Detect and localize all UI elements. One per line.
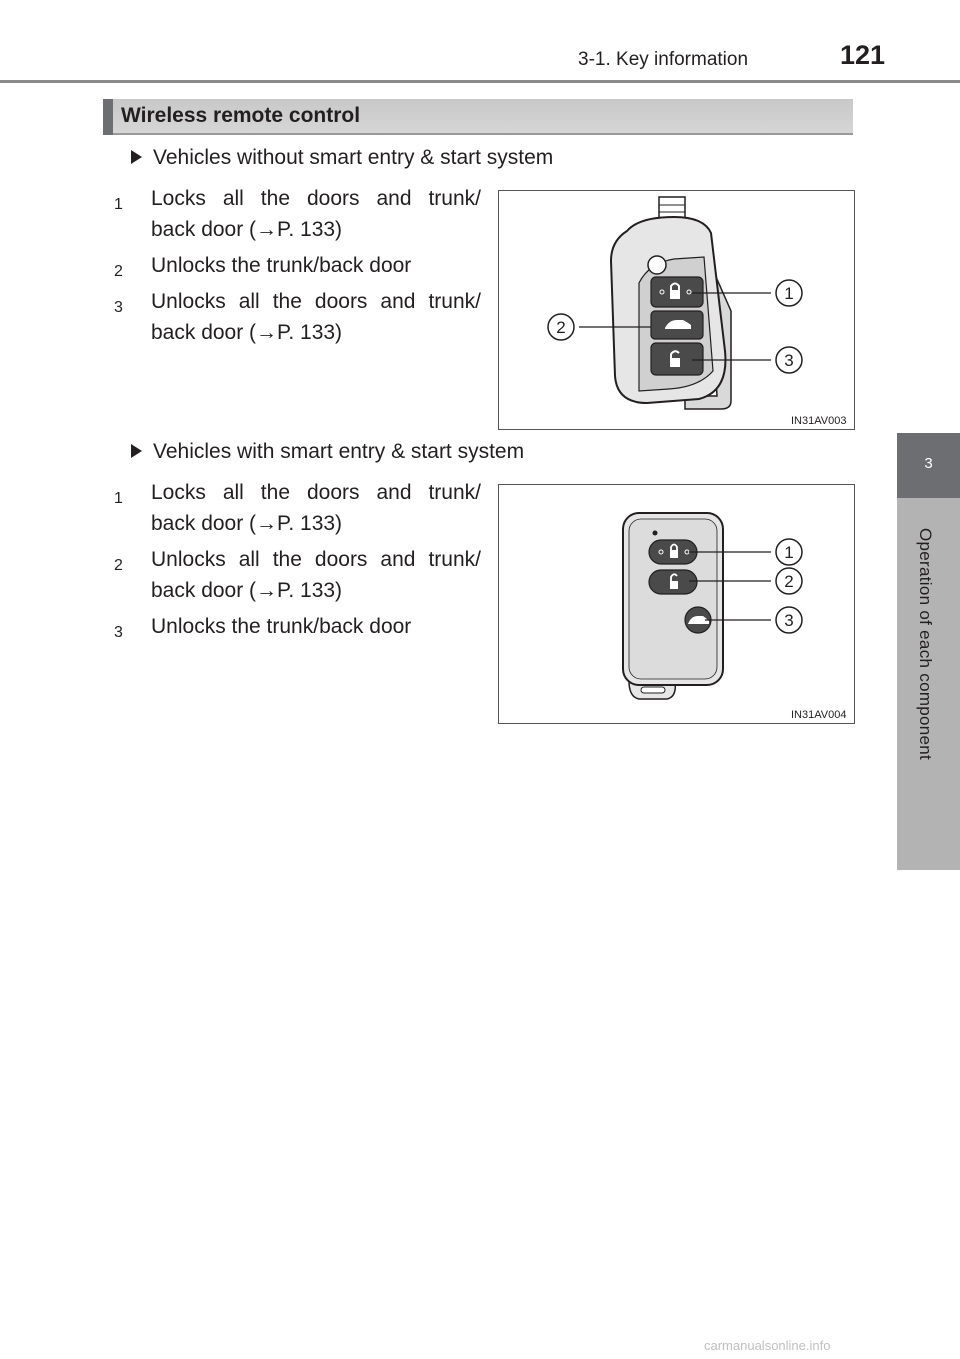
triangle-bullet-icon [131, 444, 142, 458]
group-heading-without-smart-entry: Vehicles without smart entry & start system [131, 146, 553, 170]
item-number: 1 [114, 490, 123, 507]
group-heading-with-smart-entry: Vehicles with smart entry & start system [131, 440, 524, 464]
page-reference-link[interactable]: back door (→P. 133) [151, 321, 343, 344]
page-reference-link[interactable]: back door (→P. 133) [151, 218, 343, 241]
page-reference-link[interactable]: back door (→P. 133) [151, 512, 343, 535]
triangle-bullet-icon [131, 150, 142, 164]
callout-2: 2 [556, 318, 566, 337]
section-title: Wireless remote control [121, 104, 361, 127]
item-number: 2 [114, 263, 123, 280]
header-rule [0, 80, 960, 83]
callout-2: 2 [784, 572, 794, 591]
callout-1: 1 [784, 543, 794, 562]
item-number: 2 [114, 557, 123, 574]
callout-3: 3 [784, 611, 794, 630]
page-number: 121 [840, 40, 886, 70]
callout-3: 3 [784, 351, 794, 370]
flip-key-illustration [499, 191, 854, 429]
item-number: 3 [114, 624, 123, 641]
item-number: 1 [114, 196, 123, 213]
item-number: 3 [114, 299, 123, 316]
watermark: carmanualsonline.info [704, 1338, 831, 1353]
figure-flip-key [498, 190, 855, 430]
callout-1: 1 [784, 284, 794, 303]
figure-code: IN31AV003 [791, 415, 847, 427]
chapter-tab-number: 3 [924, 455, 933, 472]
page-reference-link[interactable]: back door (→P. 133) [151, 579, 343, 602]
chapter-tab-label: Operation of each component [916, 528, 935, 761]
figure-smart-key [498, 484, 855, 724]
figure-code: IN31AV004 [791, 709, 847, 721]
running-header-section: 3-1. Key information [578, 49, 749, 70]
smart-key-illustration [499, 485, 854, 723]
